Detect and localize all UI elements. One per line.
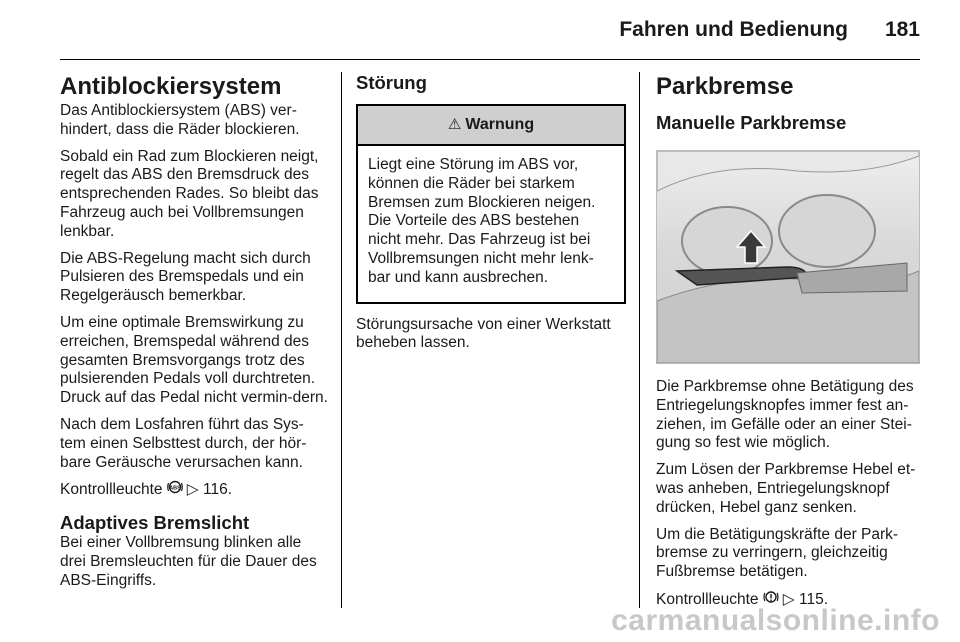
- svg-text:ABS: ABS: [169, 485, 181, 492]
- column-malfunction: [356, 72, 626, 361]
- parking-brake-image: [656, 150, 920, 364]
- header-rule: [60, 59, 920, 60]
- control-light-label: Kontrollleuchte: [60, 481, 163, 499]
- parking-brake-lever-illustration: [657, 151, 919, 363]
- paragraph: Bei einer Vollbremsung blinken alle drei Bremsleuchten für die Dauer des ABS-Eingriffs.: [60, 534, 317, 589]
- paragraph: Nach dem Losfahren führt das Sys-tem einen Selbsttest durch, der hör-bare Geräusche verursachen kann.: [60, 415, 307, 471]
- paragraph: Um die Betätigungskräfte der Park-bremse zu verringern, gleichzeitig Fußbremse betätigen.: [656, 525, 899, 581]
- section-heading-parking-brake: Parkbremse: [656, 73, 794, 100]
- page-number: 181: [884, 18, 920, 41]
- watermark: carmanualsonline.info: [611, 604, 940, 637]
- subheading-manual-parking-brake: Manuelle Parkbremse: [656, 112, 847, 133]
- column-abs: [60, 72, 328, 599]
- paragraph: Die Parkbremse ohne Betätigung des Entriegelungsknopfes immer fest an-ziehen, im Gefälle oder an einer Stei-gung so fest wie möglich.: [656, 378, 914, 452]
- paragraph: Um eine optimale Bremswirkung zu erreichen, Bremspedal während des gesamten Bremsvorgangs trotz des pulsierenden Pedals voll durchtreten. Druck auf das Pedal nicht vermin-dern.: [60, 313, 328, 407]
- paragraph: Das Antiblockiersystem (ABS) ver-hindert, dass die Räder blockieren.: [60, 102, 300, 138]
- control-light-line: [60, 480, 328, 500]
- warning-body: [358, 146, 624, 302]
- abs-warning-icon: [167, 481, 187, 497]
- column-divider-2: [639, 72, 640, 608]
- section-heading-abs: Antiblockiersystem: [60, 73, 282, 100]
- reference-arrow-icon: ▷: [186, 481, 199, 499]
- warning-triangle-icon: ⚠: [447, 116, 462, 133]
- warning-text: Liegt eine Störung im ABS vor, können die Räder bei starkem Bremsen zum Blockieren neigen. Die Vorteile des ABS bestehen nicht mehr. Das Fahrzeug ist bei Vollbremsungen nicht mehr lenk-bar und kann ausbrechen.: [368, 156, 596, 286]
- section-heading-malfunction: Störung: [356, 72, 427, 93]
- column-divider-1: [341, 72, 342, 608]
- warning-box: [356, 104, 626, 304]
- warning-header: [358, 106, 624, 146]
- control-light-ref[interactable]: 116.: [202, 481, 233, 499]
- control-light-label: Kontrollleuchte: [656, 590, 759, 608]
- warning-title: Warnung: [465, 116, 535, 133]
- header-title: Fahren und Bedienung: [619, 18, 848, 41]
- subheading-adaptive-brake-light: Adaptives Bremslicht: [60, 512, 250, 534]
- paragraph: Die ABS-Regelung macht sich durch Pulsieren des Bremspedals und ein Regelgeräusch bemerkbar.: [60, 249, 311, 305]
- paragraph: Zum Lösen der Parkbremse Hebel et-was anheben, Entriegelungsknopf drücken, Hebel ganz senken.: [656, 461, 916, 516]
- paragraph: Störungsursache von einer Werkstatt beheben lassen.: [356, 315, 611, 352]
- paragraph: Sobald ein Rad zum Blockieren neigt, regelt das ABS den Bremsdruck des entsprechenden Rades. So bleibt das Fahrzeug auch bei Vollbremsungen lenkbar.: [60, 147, 319, 240]
- reference-arrow-icon: ▷: [782, 590, 795, 608]
- control-light-ref[interactable]: 115.: [798, 590, 829, 608]
- column-parking-brake: [656, 72, 922, 618]
- page-header: [60, 14, 920, 54]
